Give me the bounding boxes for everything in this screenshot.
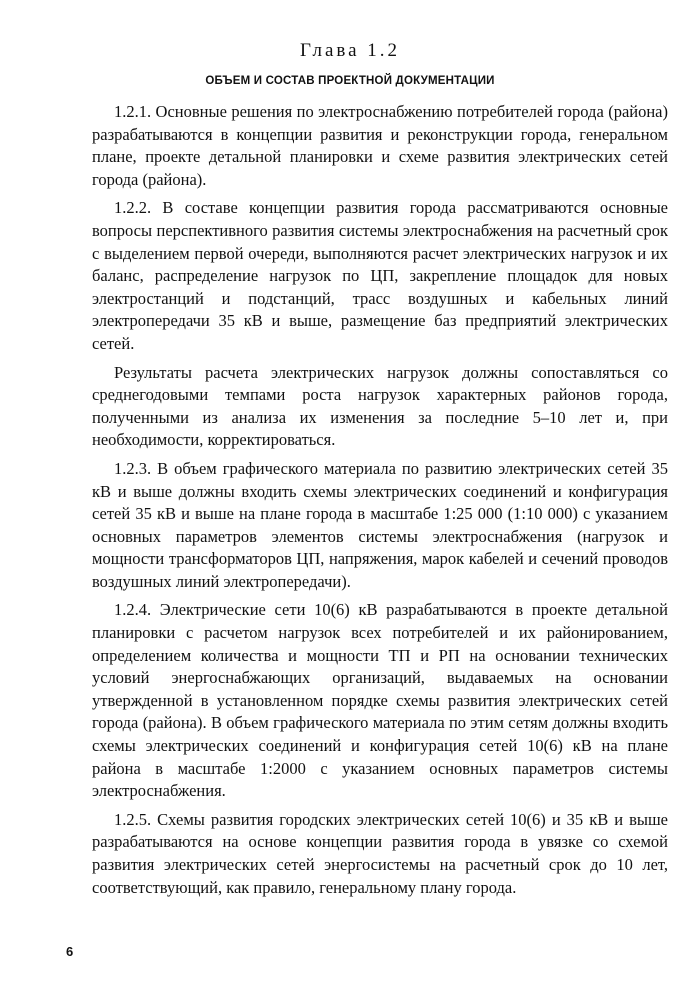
chapter-title: Глава 1.2 <box>299 40 401 61</box>
paragraph-load-results: Результаты расчета электрических нагрузок должны сопоставляться со среднегодовыми темпами роста нагрузок характерных районов города, полученными из анализа их изменения за последние 5–10 лет и, при необходимости, корректироваться. <box>92 362 668 450</box>
paragraph-1-2-3: 1.2.3. В объем графического материала по развитию электрических сетей 35 кВ и выше должны входить схемы электрических соединений и конфигурация сетей 35 кВ и выше на плане города в масштабе 1:25 000 (1:10 000) с указанием основных параметров элементов системы электроснабжения (нагрузок и мощности трансформаторов ЦП, напряжения, марок кабелей и сечений проводов воздушных линий электропередачи). <box>92 458 668 591</box>
paragraph-1-2-1: 1.2.1. Основные решения по электроснабжению потребителей города (района) разрабатываются в концепции развития и реконструкции города, генеральном плане, проекте детальной планировки и схеме развития электрических сетей города (района). <box>92 102 668 189</box>
paragraph-1-2-4: 1.2.4. Электрические сети 10(6) кВ разрабатываются в проекте детальной планировки с расчетом нагрузок всех потребителей и их районированием, определением количества и мощности ТП и РП на основании технических условий энергоснабжающих организаций, выдаваемых на основании утвержденной в установленном порядке схемы развития электрических сетей города (района). В объем графического материала по этим сетям должны входить схемы электрических соединений и конфигурация сетей 10(6) кВ на плане района в масштабе 1:2000 с указанием основных параметров системы электроснабжения. <box>92 600 668 801</box>
paragraph-1-2-2: 1.2.2. В составе концепции развития города рассматриваются основные вопросы перспективного развития системы электроснабжения на расчетный срок с выделением первой очереди, выполняются расчет электрических нагрузок и их баланс, распределение нагрузок по ЦП, закрепление площадок для новых электростанций и подстанций, трасс воздушных и кабельных линий электропередачи 35 кВ и выше, размещение баз предприятий электрических сетей. <box>92 198 668 353</box>
paragraph-1-2-5: 1.2.5. Схемы развития городских электрических сетей 10(6) и 35 кВ и выше разрабатываются на основе концепции развития города в увязке со схемой развития электрических сетей энергосистемы на расчетный срок до 10 лет, соответствующий, как правило, генеральному плану города. <box>92 809 668 897</box>
body-text <box>92 101 668 905</box>
section-title: ОБЪЕМ И СОСТАВ ПРОЕКТНОЙ ДОКУМЕНТАЦИИ <box>205 75 495 87</box>
page-number: 6 <box>66 944 74 959</box>
